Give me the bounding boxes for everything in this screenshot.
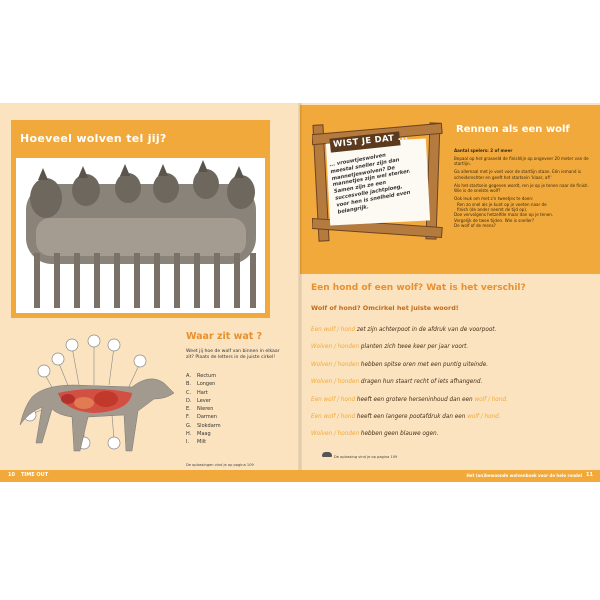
organ-list (186, 372, 221, 447)
list-item: I. Milt (186, 439, 207, 446)
wolf-anatomy-diagram (14, 333, 184, 461)
word-choice[interactable]: Wolven / honden (311, 361, 360, 368)
list-item: D. Lever (186, 397, 211, 404)
book-spread (0, 103, 600, 479)
race-variant-intro: Ook leuk om met z'n tweetjes te doen: (454, 196, 534, 202)
race-variant-line: Vergelijk de twee tijden. Wie is sneller? (454, 217, 535, 223)
footer-book-title-right: Het (on)bewoonde wolvenboek voor de hele rondel (466, 472, 582, 478)
race-paragraph: Ga allemaal met je voet voor de startlijn staan. Eén iemand is scheidsrechter en geeft het startsein 'klaar, af!' (454, 169, 581, 180)
race-paragraph: Als het startsein gegeven wordt, ren je op je tenen naar de finish. Wie is de snelste wolf? (454, 182, 589, 194)
word-choice[interactable]: Wolven / honden (311, 379, 360, 386)
list-item: Wolven / honden hebben geen blauwe ogen. (311, 431, 439, 438)
list-item: C. Hart (186, 389, 208, 396)
footer-left (0, 470, 300, 482)
word-choice[interactable]: Een wolf / hond (311, 413, 356, 420)
footer-book-title-left: TIME OUT (21, 472, 49, 478)
list-item: Wolven / honden planten zich twee keer per jaar voort. (311, 344, 469, 351)
hond-wolf-title: Een hond of een wolf? Wat is het verschil? (311, 283, 526, 293)
page-number-left: 10 (8, 472, 15, 478)
race-paragraph: Aantal spelers: 2 of meer (454, 148, 513, 153)
list-item: Een wolf / hond heeft een langere pootafdruk dan een wolf / hond. (311, 413, 501, 420)
book-gutter (298, 103, 302, 479)
word-choice[interactable]: Wolven / honden (311, 431, 360, 438)
word-choice[interactable]: Een wolf / hond (311, 396, 356, 403)
list-item: B. Longen (186, 381, 216, 388)
race-instructions (454, 148, 594, 229)
race-variant-line: De wolf of de mens? (454, 223, 496, 229)
sentence-list (311, 325, 596, 447)
hond-wolf-subtitle: Wolf of hond? Omcirkel het juiste woord! (311, 304, 459, 312)
page-number-right: 11 (586, 472, 593, 478)
wolf-pack-illustration (16, 158, 265, 313)
right-page (300, 103, 600, 479)
list-item: Wolven / honden hebben spitse oren met een puntig uiteinde. (311, 361, 489, 368)
wolves-title: Hoeveel wolven tel jij? (20, 132, 167, 145)
paw-print-icon (322, 452, 332, 457)
race-title: Rennen als een wolf (456, 124, 570, 135)
word-choice[interactable]: Een wolf / hond (311, 327, 356, 333)
list-item: H. Maag (186, 431, 211, 438)
wist-je-dat-text: ... vrouwtjeswolven meestal sneller zijn dan mannetjeswolven? De mannetjes zijn wel sterker. Samen zijn ze een succesvolle jachtploeg, voor hen is snelheid even belangrijk. (328, 152, 411, 216)
race-paragraph: Bepaal op het grasveld de finishlijn op ongeveer 20 meter van de startlijn. (454, 156, 589, 167)
list-item: Een wolf / hond heeft een grotere herseninhoud dan een wolf / hond. (311, 396, 508, 403)
race-variant-line: Doe vervolgens hetzelfde maar dan op je tenen. (454, 212, 554, 218)
wolves-photo-block (11, 120, 270, 318)
race-game-block (300, 105, 600, 274)
race-variant-line: Ren zo snel als je kunt op je voeten naar de (457, 201, 547, 207)
left-page (0, 103, 300, 479)
list-item: Wolven / honden dragen hun staart recht of iets afhangend. (311, 379, 483, 386)
list-item: Een wolf / hond zet zijn achterpoot in de afdruk van de voorpoot. (311, 327, 497, 333)
wist-je-dat-label: WIST JE DAT ... (332, 132, 409, 150)
wolf-pack-photo (16, 158, 265, 313)
list-item: A. Rectum (186, 373, 217, 379)
word-choice[interactable]: Wolven / honden (311, 344, 360, 351)
waar-zit-wat-title: Waar zit wat ? (186, 331, 263, 342)
waar-zit-wat-intro: Weet jij hoe de wolf van binnen in elkaar zit? Plaats de letters in de juiste cirkel! (186, 349, 280, 361)
solution-note-left: De oplossingen vind je op pagina 109 (186, 463, 254, 467)
list-item: F. Darmen (186, 414, 217, 421)
list-item: E. Nieren (186, 406, 214, 413)
list-item: G. Slokdarm (186, 422, 221, 429)
solution-note-right: De oplossing vind je op pagina 109 (334, 455, 398, 459)
race-variant-line: finish (de ander neemt de tijd op). (457, 207, 528, 213)
footer-right (300, 470, 600, 482)
